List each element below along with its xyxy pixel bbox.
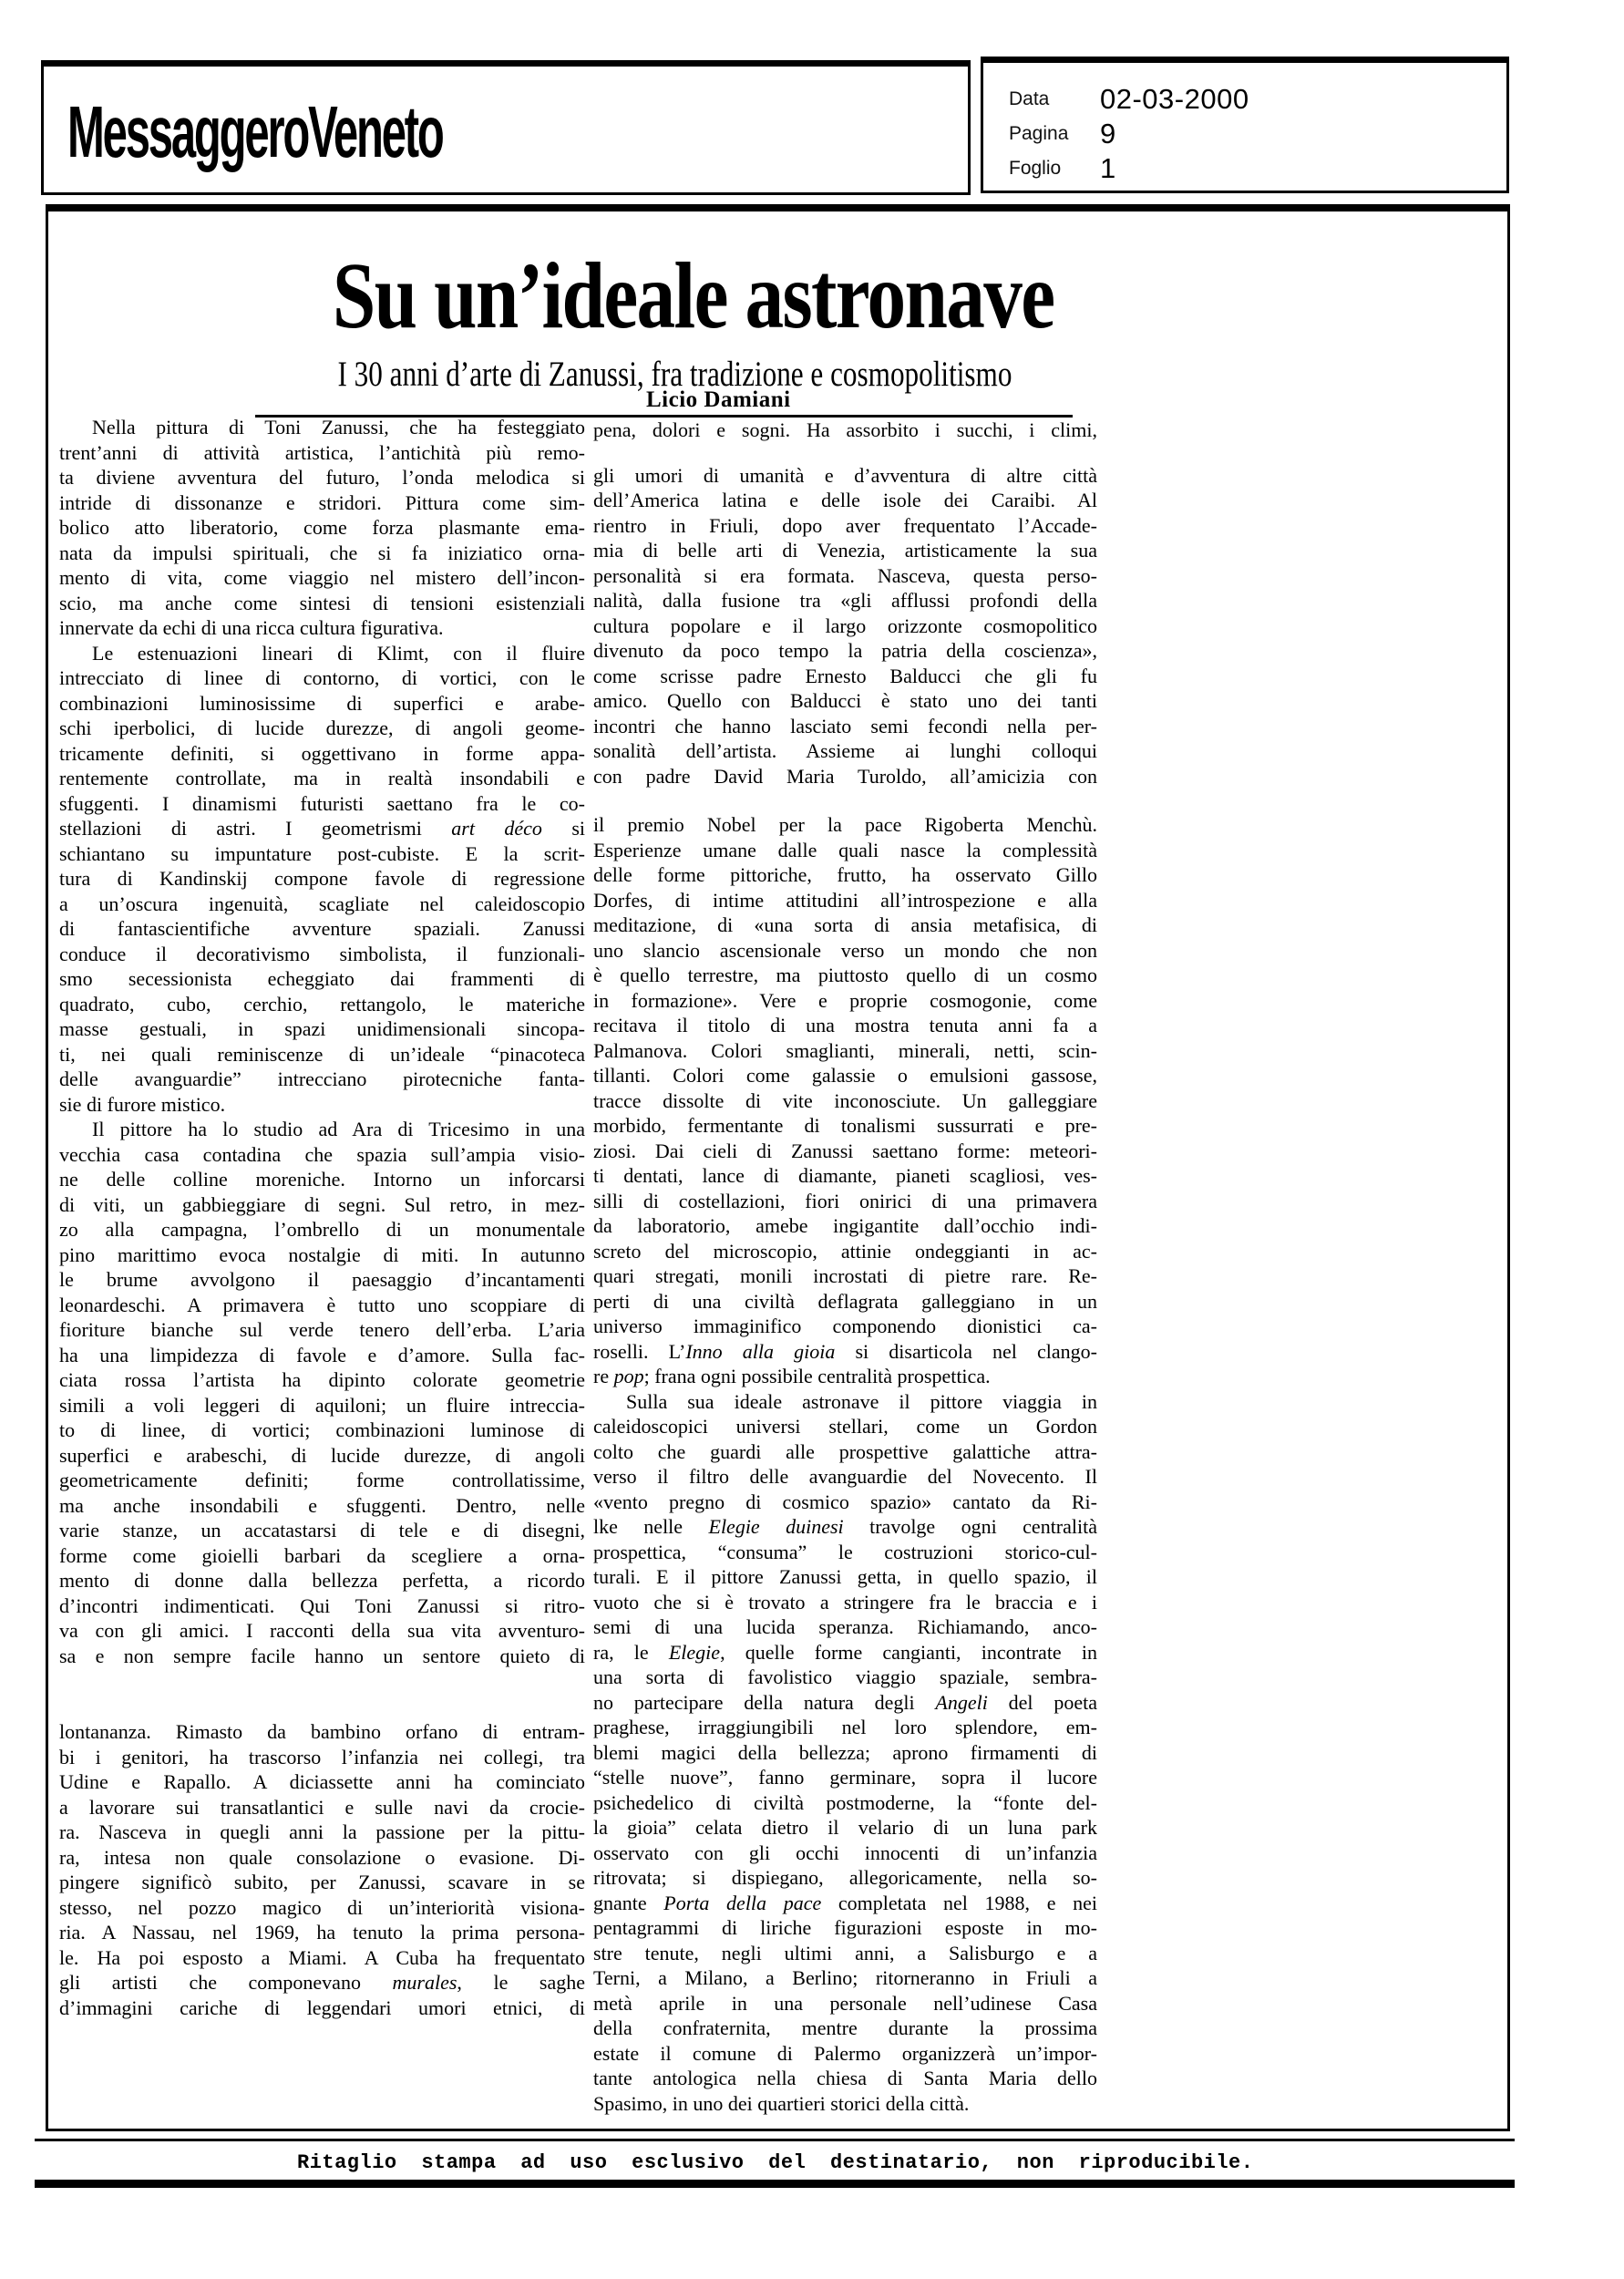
paragraph (593, 1389, 1097, 2117)
text-line: “stelle nuove”, fanno germinare, sopra il lucore (593, 1766, 1097, 1789)
text-line: vuoto che si è trovato a stringere fra le braccia e i (593, 1590, 1097, 1614)
text-line: mia di belle arti di Venezia, artisticamente la sua (593, 539, 1097, 562)
text-line: varie stanze, un accatastarsi di tele e di disegni, (59, 1519, 585, 1542)
text-line: prospettica, “consuma” le costruzioni storico-cul- (593, 1540, 1097, 1563)
text-line: Spasimo, in uno dei quartieri storici della città. (593, 2091, 970, 2115)
text-line: d’incontri indimenticati. Qui Toni Zanussi si ritro- (59, 1593, 585, 1617)
text-line: quadrato, cubo, cerchio, rettangolo, le materiche (59, 992, 585, 1016)
text-line: «vento pregno di cosmico spazio» cantato da Ri- (593, 1490, 1097, 1513)
text-line: no partecipare della natura degli Angeli del poeta (593, 1690, 1097, 1714)
article-column-left (59, 415, 585, 2020)
text-line: sa e non sempre facile hanno un sentore quieto di (59, 1644, 585, 1667)
text-line: sie di furore mistico. (59, 1092, 226, 1116)
text-line: Il pittore ha lo studio ad Ara di Tricesimo in una (92, 1118, 585, 1140)
text-line: masse gestuali, in spazi unidimensionali sincopa- (59, 1017, 585, 1040)
article-column-right (593, 387, 1097, 2116)
text-line: superfici e arabeschi, di lucide durezze, di angoli (59, 1443, 585, 1467)
text-line: ciata rossa l’artista ha dipinto colorate geometrie (59, 1368, 585, 1391)
paragraph (59, 415, 585, 641)
text-line: è quello terrestre, ma piuttosto quello di un cosmo (593, 964, 1097, 986)
text-line: mento di vita, come viaggio nel mistero dell’incon- (59, 566, 585, 589)
masthead-box (41, 60, 971, 195)
text-line: della confraternita, mentre durante la prossima (593, 2016, 1097, 2039)
text-line: di fantascientifiche avventure spaziali. Zanussi (59, 917, 585, 940)
text-line: divenuto da poco tempo la patria della coscienza», (593, 639, 1097, 662)
text-line: re pop; frana ogni possibile centralità prospettica. (593, 1365, 991, 1387)
text-line: semi di una lucida speranza. Richiamando, anco- (593, 1615, 1097, 1638)
footer-notice: Ritaglio stampa ad uso esclusivo del destinatario, non riproducibile. (297, 2151, 1254, 2174)
text-line: bi i genitori, ha trascorso l’infanzia nei collegi, tra (59, 1745, 585, 1769)
text-line: sfuggenti. I dinamismi futuristi saettano fra le co- (59, 791, 585, 815)
text-line: fioriture bianche sul verde tenero dell’erba. L’aria (59, 1318, 585, 1341)
text-line: ti dentati, lance di diamante, pianeti scagliosi, ves- (593, 1164, 1097, 1187)
text-line: intrecciato di linee di contorno, di vortici, con le (59, 666, 585, 689)
text-line: ma anche insondabili e sfuggenti. Dentro, nelle (59, 1493, 585, 1517)
text-line: ra. Nasceva in quegli anni la passione per la pittu- (59, 1820, 585, 1843)
text-line: lke nelle Elegie duinesi travolge ogni centralità (593, 1515, 1098, 1538)
text-line: Sulla sua ideale astronave il pittore viaggia in (626, 1389, 1097, 1413)
text-line: trent’anni di attività artistica, l’antichità più remo- (59, 440, 585, 464)
text-line: tracce dissolte di vite inconosciute. Un galleggiare (593, 1088, 1097, 1112)
text-line: ritrovata; si dispiegano, allegoricamente, nella so- (593, 1866, 1097, 1889)
text-line: stesso, nel pozzo magico di un’interiorità visiona- (59, 1895, 585, 1919)
paragraph (593, 418, 1097, 443)
text-line: roselli. L’Inno alla gioia si disarticola nel clango- (593, 1339, 1097, 1363)
text-line: a un’oscura ingenuità, scagliate nel caleidoscopio (59, 892, 585, 915)
text-line: pentagrammi di liriche figurazioni esposte in mo- (593, 1916, 1097, 1939)
text-line: colto che guardi alle prospettive galattiche attra- (593, 1439, 1097, 1463)
text-line: Esperienze umane dalle quali nasce la complessità (593, 838, 1097, 861)
text-line: metà aprile in una personale nell’udinese Casa (593, 1991, 1097, 2015)
text-line: turali. E il pittore Zanussi getta, in quello spazio, il (593, 1565, 1097, 1588)
text-line: nalità, dalla fusione tra «gli afflussi profondi della (593, 589, 1097, 612)
text-line: caleidoscopici universi stellari, come un Gordon (593, 1415, 1097, 1438)
date-label: Data (1009, 88, 1050, 109)
text-line: la gioia” celata dietro il velario di un luna park (593, 1816, 1097, 1839)
page-label: Pagina (1009, 123, 1069, 144)
text-line: delle avanguardie” intrecciano pirotecniche fanta- (59, 1067, 585, 1090)
text-line: una sorta di favolistico viaggio spaziale, sembra- (593, 1665, 1097, 1688)
text-line: silli di costellazioni, fiori onirici di una primavera (593, 1189, 1097, 1212)
text-line: praghese, irraggiungibili nel loro splendore, em- (593, 1716, 1097, 1738)
text-line: a lavorare sui transatlantici e sulle navi da crocie- (59, 1795, 585, 1819)
text-line: Terni, a Milano, a Berlino; ritorneranno in Friuli a (593, 1966, 1097, 1989)
text-line: ra, le Elegie, quelle forme cangianti, incontrate in (593, 1640, 1098, 1664)
text-line: Dorfes, di intime attitudini all’introspezione e alla (593, 888, 1097, 912)
text-line: meditazione, di «una sorta di ansia metafisica, di (593, 913, 1097, 936)
text-line: il premio Nobel per la pace Rigoberta Menchù. (593, 813, 1097, 836)
text-line: tura di Kandinskij compone favole di regressione (59, 867, 585, 890)
text-line: bolico atto liberatorio, come forza plasmante ema- (59, 516, 585, 539)
meta-row-date (1009, 83, 1249, 116)
text-line: ne delle colline moreniche. Intorno un inforcarsi (59, 1168, 585, 1191)
text-line: nata da impulsi spirituali, che si fa iniziatico orna- (59, 541, 585, 564)
text-line: pingere significò subito, per Zanussi, scavare in se (59, 1871, 585, 1893)
text-line: Le estenuazioni lineari di Klimt, con il fluire (92, 641, 585, 665)
text-line: perti di una civiltà deflagrata galleggiano in un (593, 1289, 1097, 1313)
text-line: tante antologica nella chiesa di Santa Maria dello (593, 2067, 1097, 2089)
text-line: innervate da echi di una ricca cultura figurativa. (59, 616, 444, 639)
text-line: pino marittimo evoca nostalgie di miti. In autunno (59, 1243, 585, 1266)
text-line: zo alla campagna, l’ombrello di un monumentale (59, 1218, 585, 1241)
text-line: ta diviene avventura del futuro, l’onda melodica si (59, 466, 585, 489)
text-line: le brume avvolgono il paesaggio d’incantamenti (59, 1268, 585, 1291)
meta-row-page (1009, 118, 1116, 150)
article-box (46, 204, 1510, 2131)
text-line: leonardeschi. A primavera è tutto uno scoppiare di (59, 1293, 585, 1316)
clipping-meta-box (981, 57, 1509, 193)
text-line: personalità si era formata. Nasceva, questa perso- (593, 563, 1097, 587)
text-line: geometricamente definiti; forme controllatissime, (59, 1469, 585, 1491)
text-line: di viti, un gabbieggiare di segni. Sul retro, in mez- (59, 1192, 585, 1216)
sheet-label: Foglio (1009, 158, 1062, 179)
text-line: tricamente definiti, si oggettivano in forme appa- (59, 741, 585, 765)
text-line: to di linee, di vortici; combinazioni luminose di (59, 1418, 585, 1441)
text-line: ha una limpidezza di favole e d’amore. Sulla fac- (59, 1343, 585, 1366)
text-line: quari stregati, monili incrostati di pietre rare. Re- (593, 1264, 1097, 1287)
text-line: amico. Quello con Balducci è stato uno dei tanti (593, 689, 1097, 712)
text-line: ra, intesa non quale consolazione o evasione. Di- (59, 1845, 585, 1869)
paragraph (59, 641, 585, 1118)
page-value: 9 (1100, 118, 1116, 150)
text-line: in formazione». Vere e proprie cosmogonie, come (593, 988, 1097, 1012)
text-line: con padre David Maria Turoldo, all’amicizia con (593, 764, 1097, 788)
text-line: schiantano su impuntature post-cubiste. E la scrit- (59, 841, 585, 865)
article-subtitle: I 30 anni d’arte di Zanussi, fra tradizione e cosmopolitismo (337, 355, 1012, 395)
text-line: tillanti. Colori come galassie o emulsioni gassose, (593, 1064, 1097, 1087)
text-line: incontri che hanno lasciato semi fecondi nella per- (593, 714, 1097, 737)
text-line: Palmanova. Colori smaglianti, minerali, netti, scin- (593, 1038, 1097, 1062)
text-line: lontananza. Rimasto da bambino orfano di entram- (59, 1720, 585, 1743)
date-value: 02-03-2000 (1100, 83, 1249, 115)
text-line: morbido, fermentante di tonalismi sussurrati e pre- (593, 1114, 1097, 1137)
article-column-right-text (593, 418, 1097, 2116)
text-line: delle forme pittoriche, frutto, ha osservato Gillo (593, 863, 1097, 886)
text-line: rientro in Friuli, dopo aver frequentato l’Accade- (593, 513, 1097, 537)
meta-row-sheet (1009, 152, 1116, 185)
text-line: gli artisti che componevano murales, le saghe (59, 1971, 585, 1994)
text-line: universo immaginifico componendo dionistici ca- (593, 1315, 1097, 1337)
text-line: verso il filtro delle avanguardie del Novecento. Il (593, 1465, 1097, 1488)
article-title: Su un’ideale astronave (332, 243, 1054, 348)
paragraph (593, 812, 1097, 1389)
text-line: sonalità dell’artista. Assieme ai lunghi colloqui (593, 739, 1097, 762)
paragraph (593, 463, 1097, 789)
text-line: pena, dolori e sogni. Ha assorbito i succhi, i climi, (593, 418, 1097, 441)
newspaper-logo: MessaggeroVeneto (67, 91, 443, 173)
text-line: rentemente controllate, ma in realtà insondabili e (59, 767, 585, 789)
text-line: d’immagini cariche di leggendari umori etnici, di (59, 1995, 585, 2019)
text-line: conduce il decorativismo simbolista, il funzionali- (59, 942, 585, 965)
text-line: intride di dissonanze e stridori. Pittura come sim- (59, 490, 585, 514)
text-line: ria. A Nassau, nel 1969, ha tenuto la prima persona- (59, 1921, 585, 1944)
text-line: ziosi. Dai cieli di Zanussi saettano forme: meteori- (593, 1139, 1097, 1162)
text-line: forme come gioielli barbari da scegliere a orna- (59, 1543, 585, 1567)
text-line: recitava il titolo di una mostra tenuta anni fa a (593, 1014, 1097, 1036)
text-line: vecchia casa contadina che spazia sull’ampia visio- (59, 1142, 585, 1166)
byline: Licio Damiani (646, 387, 791, 412)
text-line: cultura popolare e il largo orizzonte cosmopolitico (593, 614, 1097, 637)
text-line: uno slancio ascensionale verso un mondo che non (593, 938, 1097, 962)
paragraph (59, 1719, 585, 2020)
text-line: ti, nei quali reminiscenze di un’ideale “pinacoteca (59, 1042, 585, 1066)
text-line: come scrisse padre Ernesto Balducci che gli fu (593, 664, 1097, 687)
text-line: screto del microscopio, attinie ondeggianti in ac- (593, 1239, 1097, 1263)
text-line: scio, ma anche come sintesi di tensioni esistenziali (59, 591, 585, 614)
text-line: schi iperbolici, di lucide durezze, di angoli geome- (59, 717, 585, 739)
text-line: psichedelico di civiltà postmoderne, la “fonte del- (593, 1790, 1097, 1814)
text-line: le. Ha poi esposto a Miami. A Cuba ha frequentato (59, 1945, 585, 1969)
text-line: stellazioni di astri. I geometrismi art déco si (59, 817, 585, 840)
text-line: dell’America latina e delle isole dei Caraibi. Al (593, 489, 1097, 511)
footer-band (35, 2139, 1515, 2188)
paragraph (59, 1117, 585, 1668)
text-line: blemi magici della bellezza; aprono firmamenti di (593, 1740, 1097, 1764)
text-line: simili a voli leggeri di aquiloni; un fluire intreccia- (59, 1393, 585, 1417)
text-line: gnante Porta della pace completata nel 1988, e nei (593, 1891, 1097, 1914)
sheet-value: 1 (1100, 152, 1116, 184)
text-line: stre tenute, negli ultimi anni, a Salisburgo e a (593, 1941, 1097, 1964)
text-line: combinazioni luminosissime di superfici e arabe- (59, 691, 585, 715)
text-line: osservato con gli occhi innocenti di un’infanzia (593, 1841, 1097, 1864)
text-line: estate il comune di Palermo organizzerà un’impor- (593, 2041, 1097, 2065)
text-line: smo secessionista echeggiato dai frammenti di (59, 967, 585, 990)
text-line: mento di donne dalla bellezza perfetta, a ricordo (59, 1569, 585, 1592)
text-line: gli umori di umanità e d’avventura di altre città (593, 463, 1097, 487)
text-line: va con gli amici. I racconti della sua vita avventuro- (59, 1619, 585, 1642)
text-line: Udine e Rapallo. A diciassette anni ha cominciato (59, 1770, 585, 1793)
text-line: Nella pittura di Toni Zanussi, che ha festeggiato (92, 416, 585, 438)
text-line: da laboratorio, amebe ingigantite dall’occhio indi- (593, 1214, 1097, 1237)
